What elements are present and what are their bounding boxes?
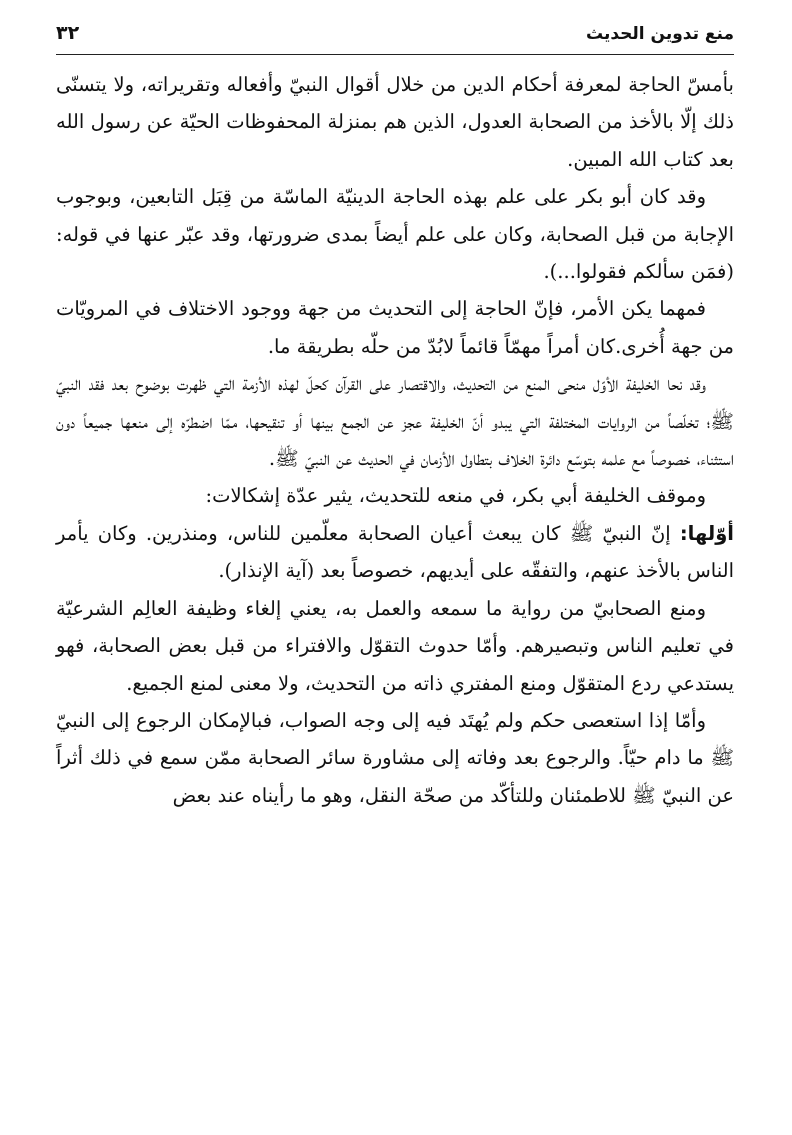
paragraph-lead-word: أوّلها:	[679, 521, 734, 545]
paragraph: بأمسّ الحاجة لمعرفة أحكام الدين من خلال أقوال النبيّ وأفعاله وتقريراته، ولا يتسنّى ذلك إلّا بالأخذ من الصحابة العدول، الذين هم بمنزلة المحفوظات الحيّة عن رسول الله بعد كتاب الله المبين.	[56, 73, 734, 171]
paragraph: فمهما يكن الأمر، فإنّ الحاجة إلى التحديث من جهة ووجود الاختلاف في المرويّات من جهة أُخرى.كان أمراً مهمّاً قائماً لابُدّ من حلّه بطريقة ما.	[56, 297, 734, 358]
running-header-title: منع تدوين الحديث	[585, 24, 734, 44]
page-number: ٣٢	[56, 22, 80, 44]
paragraph: وموقف الخليفة أبي بكر، في منعه للتحديث، يثير عدّة إشكالات:	[205, 484, 706, 508]
body-text	[56, 66, 734, 814]
running-header	[56, 18, 734, 55]
paragraph: وأمّا إذا استعصى حكم ولم يُهتَد فيه إلى وجه الصواب، فبالإمكان الرجوع إلى النبيّ ﷺ ما دام حيّاً. والرجوع بعد وفاته إلى مشاورة سائر الصحابة ممّن سمع في ذلك أثراً عن النبيّ ﷺ للاطمئنان وللتأكّد من صحّة النقل، وهو ما رأيناه عند بعض	[56, 708, 734, 807]
paragraph: وقد نحا الخليفة الأوّل منحى المنع من التحديث، والاقتصار على القرآن كحلّ لهذه الأزمة التي ظهرت بوضوح بعد فقد النبيّ ﷺ؛ تخلّصاً من الروايات المختلفة التي يبدو أنّ الخليفة عجز عن الجمع بينها أو تنقيحها، ممّا اضطرّه إلى منعها جميعاً دون استثناء، خصوصاً مع علمه بتوسّع دائرة الخلاف بتطاول الأزمان في الحديث عن النبيّ ﷺ.	[56, 372, 734, 471]
paragraph-text: إنّ النبيّ ﷺ كان يبعث أعيان الصحابة معلّمين للناس، ومنذرين. وكان يأمر الناس بالأخذ عنهم، والتفقّه على أيديهم، خصوصاً بعد (آية الإنذار).	[56, 521, 734, 583]
paragraph: ومنع الصحابيّ من رواية ما سمعه والعمل به، يعني إلغاء وظيفة العالِم الشرعيّة في تعليم الناس وتبصيرهم. وأمّا حدوث التقوّل والافتراء من قبل بعض الصحابة، فهو يستدعي ردع المتقوّل ومنع المفتري ذاته من التحديث، ولا معنى لمنع الجميع.	[56, 596, 734, 695]
paragraph	[56, 515, 734, 590]
paragraph: وقد كان أبو بكر على علم بهذه الحاجة الدينيّة الماسّة من قِبَل التابعين، وبوجوب الإجابة من قبل الصحابة، وكان على علم أيضاً بمدى ضرورتها، وقد عبّر عنها في قوله: (فمَن سألكم فقولوا...).	[56, 185, 734, 284]
